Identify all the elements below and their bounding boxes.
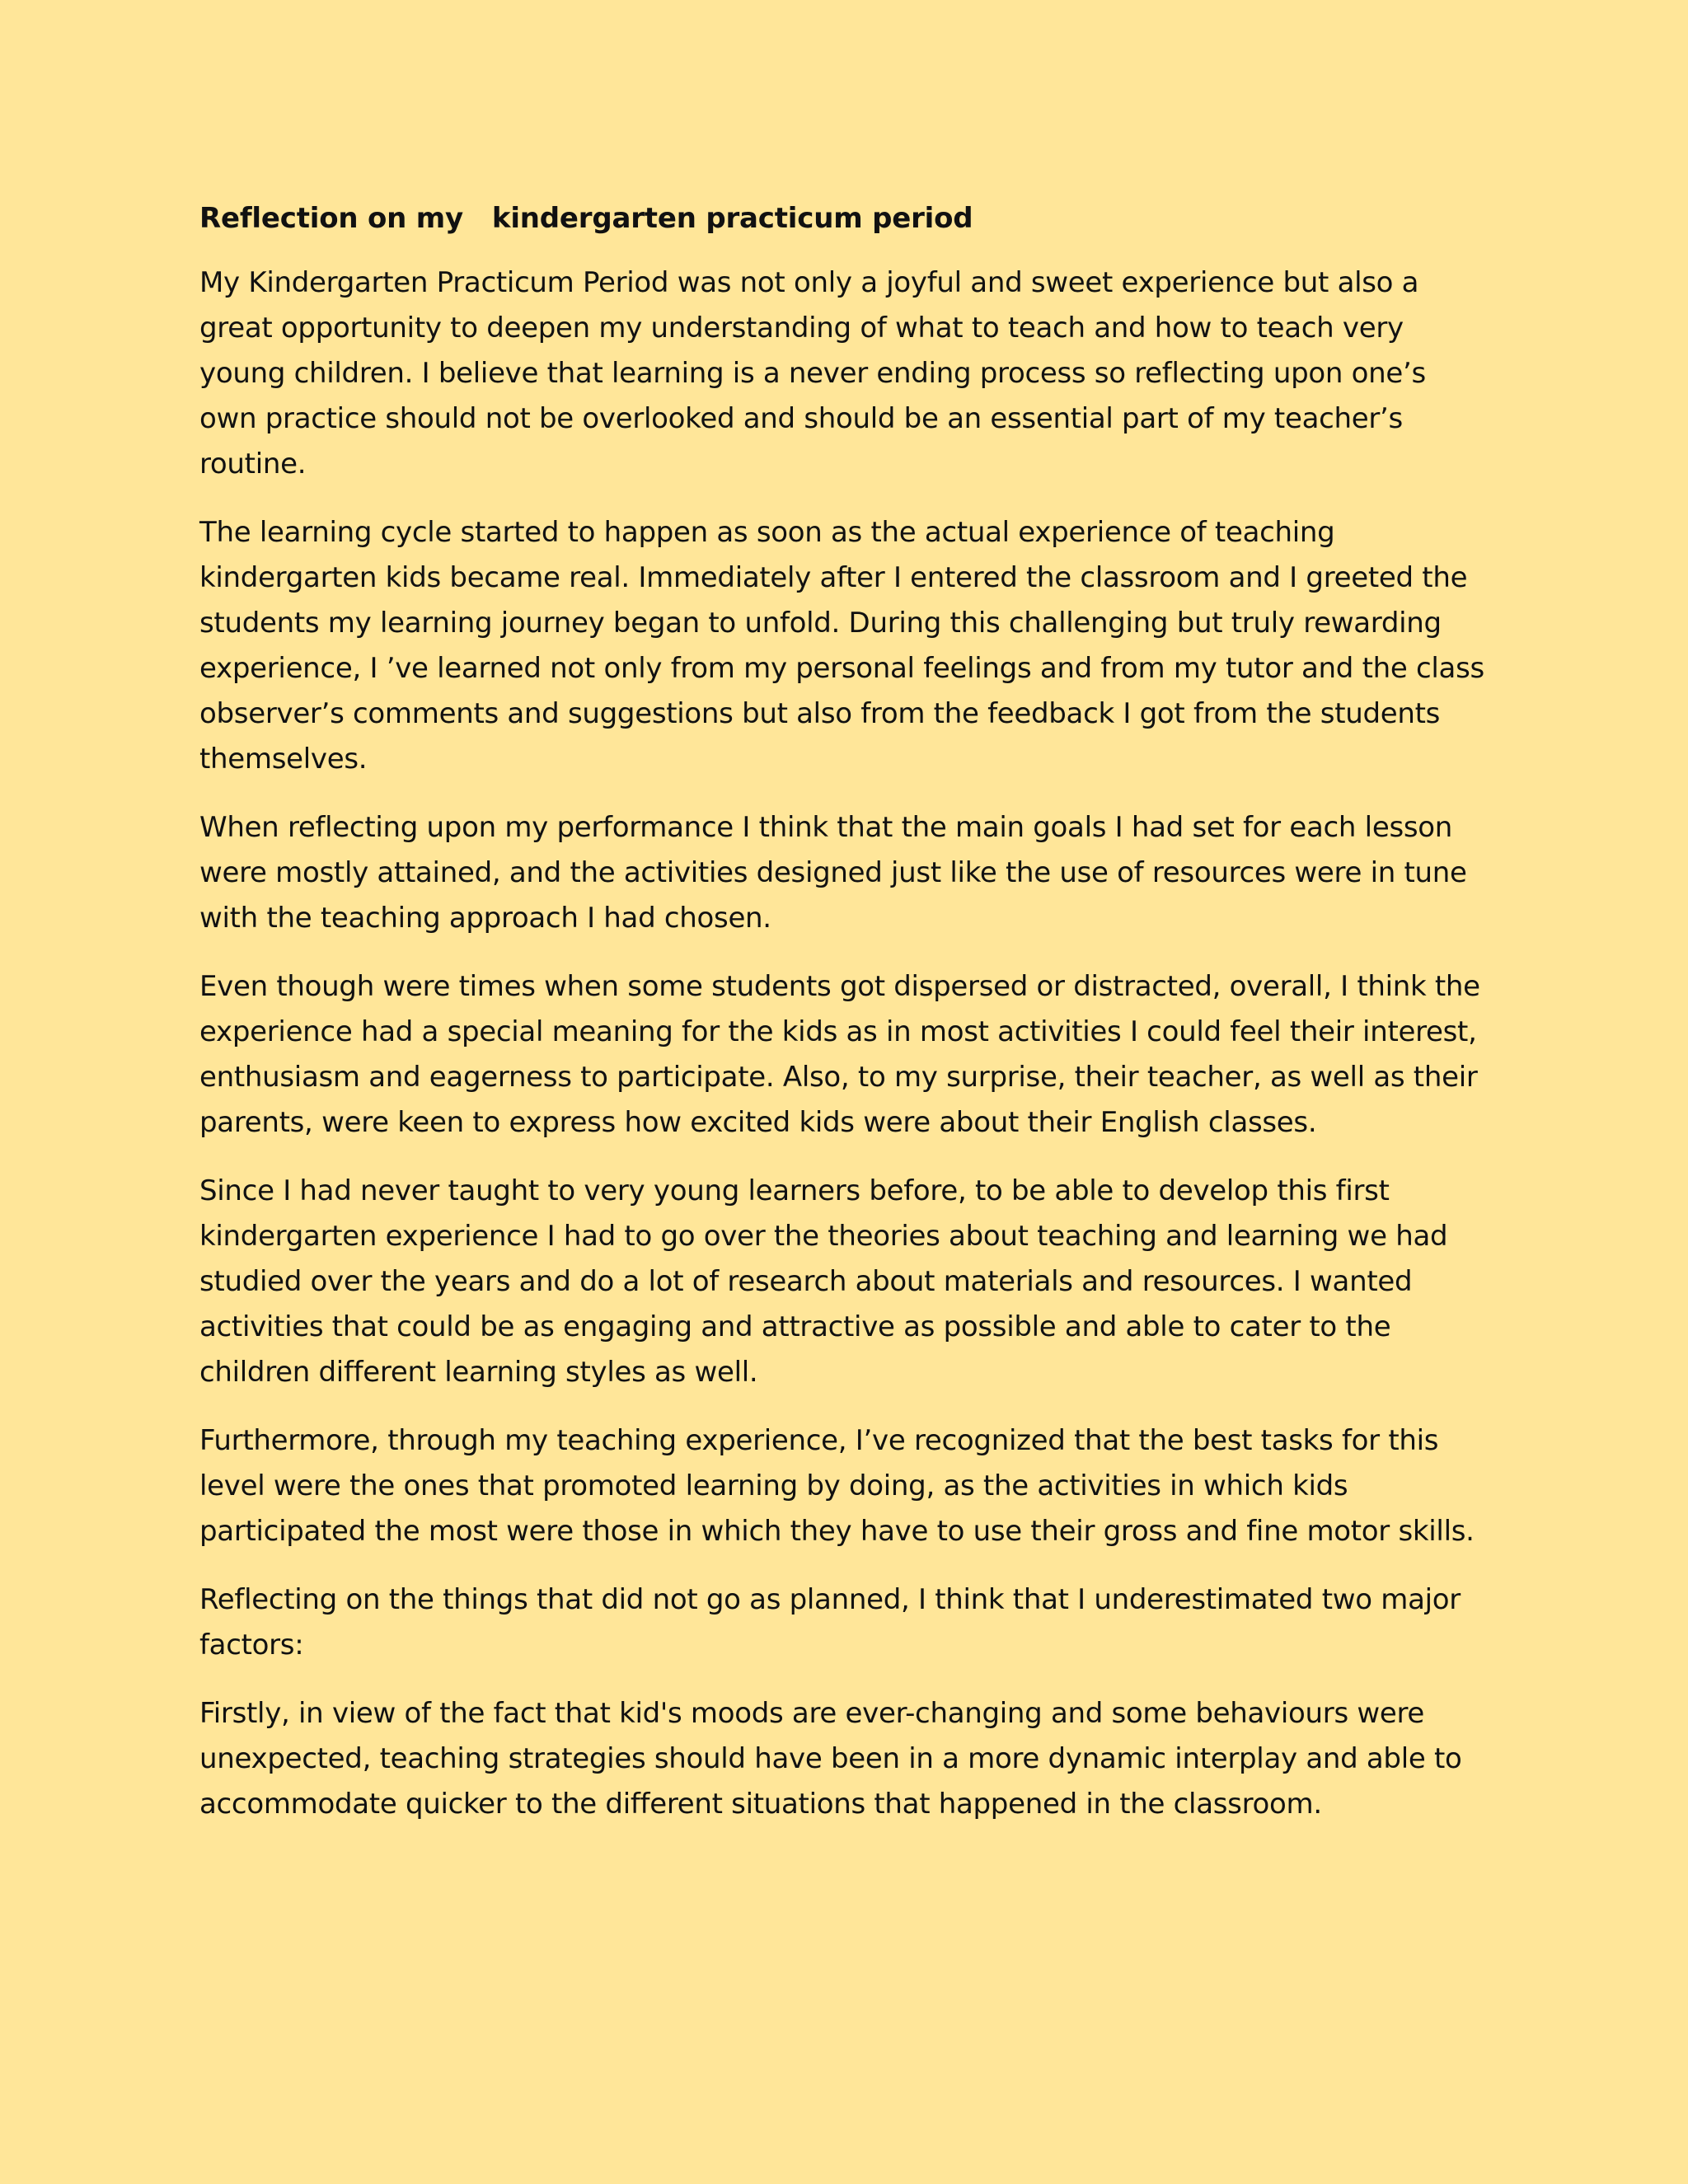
paragraph-2: The learning cycle started to happen as soon as the actual experience of teaching kindergarten kids became real. Immediately after I entered the classroom and I greeted the students my learning journey began to unfold. During this challenging but truly rewarding experience, I ’ve learned not only from my personal feelings and from my tutor and the class observer’s comments and suggestions but also from the feedback I got from the students themselves. bbox=[199, 516, 1484, 776]
paragraph-7: Reflecting on the things that did not go as planned, I think that I underestimated two major factors: bbox=[199, 1583, 1461, 1661]
paragraph-6: Furthermore, through my teaching experience, I’ve recognized that the best tasks for this level were the ones that promoted learning by doing, as the activities in which kids participated the most were those in which they have to use their gross and fine motor skills. bbox=[199, 1424, 1475, 1548]
document-title: Reflection on my kindergarten practicum period bbox=[199, 202, 973, 235]
paragraph-4: Even though were times when some students got dispersed or distracted, overall, I think the experience had a special meaning for the kids as in most activities I could feel their interest, enthusiasm and eagerness to participate. Also, to my surprise, their teacher, as well as their parents, were keen to express how excited kids were about their English classes. bbox=[199, 970, 1480, 1139]
paragraph-3: When reflecting upon my performance I think that the main goals I had set for each lesson were mostly attained, and the activities designed just like the use of resources were in tune with the teaching approach I had chosen. bbox=[199, 811, 1467, 935]
paragraph-8: Firstly, in view of the fact that kid's moods are ever-changing and some behaviours were unexpected, teaching strategies should have been in a more dynamic interplay and able to accommodate quicker to the different situations that happened in the classroom. bbox=[199, 1697, 1462, 1821]
paragraph-1: My Kindergarten Practicum Period was not only a joyful and sweet experience but also a great opportunity to deepen my understanding of what to teach and how to teach very young children. I believe that learning is a never ending process so reflecting upon one’s own practice should not be overlooked and should be an essential part of my teacher’s routine. bbox=[199, 266, 1426, 480]
paragraph-5: Since I had never taught to very young learners before, to be able to develop this first kindergarten experience I had to go over the theories about teaching and learning we had studied over the years and do a lot of research about materials and resources. I wanted activities that could be as engaging and attractive as possible and able to cater to the children different learning styles as well. bbox=[199, 1174, 1448, 1389]
document-body bbox=[199, 196, 1485, 1850]
